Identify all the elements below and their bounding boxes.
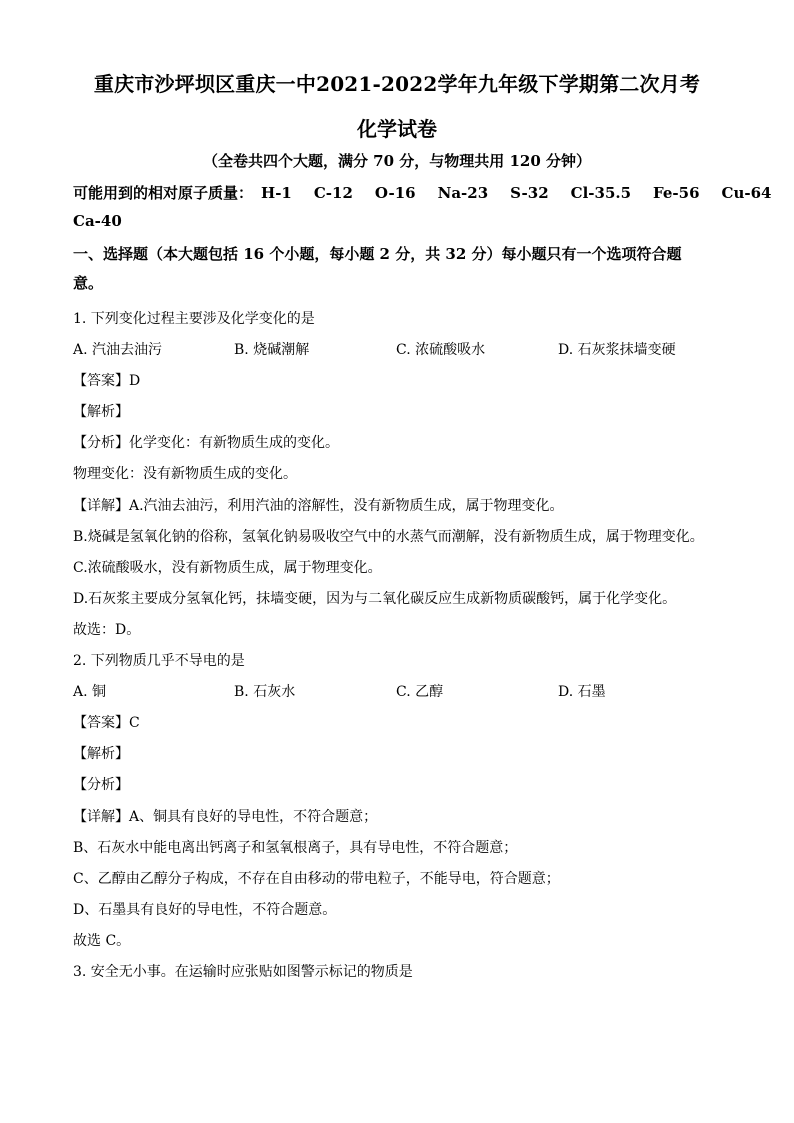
question-2-stem: 2. 下列物质几乎不导电的是 (73, 653, 245, 669)
q2-analysis-tag: 【解析】 (73, 746, 129, 762)
answer-tag: 【答案】 (73, 715, 129, 731)
section-heading-cont: 意。 (73, 274, 104, 292)
q2-answer-line (73, 712, 140, 732)
q2-detail-c: C、乙醇由乙醇分子构成，不存在自由移动的带电粒子，不能导电，符合题意； (73, 871, 560, 887)
atomic-mass-item: Ca-40 (73, 212, 122, 230)
q2-option-d: D. 石墨 (558, 684, 606, 700)
document-subtitle: 化学试卷 (357, 117, 437, 141)
q1-answer-line (73, 370, 140, 390)
q2-choose: 故选 C。 (73, 933, 131, 949)
q1-option-d: D. 石灰浆抹墙变硬 (558, 342, 676, 358)
q2-option-b: B. 石灰水 (234, 684, 296, 700)
q2-detail-b: B、石灰水中能电离出钙离子和氢氧根离子，具有导电性，不符合题意； (73, 840, 518, 856)
q1-option-c: C. 浓硫酸吸水 (396, 342, 486, 358)
q1-detail-a: A.汽油去油污，利用汽油的溶解性，没有新物质生成，属于物理变化。 (129, 498, 564, 514)
q1-detail-b: B.烧碱是氢氧化钠的俗称，氢氧化钠易吸收空气中的水蒸气而潮解，没有新物质生成，属于物理变化。 (73, 529, 704, 545)
section-heading: 一、选择题（本大题包括 16 个小题，每小题 2 分，共 32 分）每小题只有一个选项符合题 (73, 245, 682, 263)
q2-option-c: C. 乙醇 (396, 684, 444, 700)
atomic-mass-item: Fe-56 (653, 184, 700, 202)
atomic-mass-item: Na-23 (437, 184, 489, 202)
fenxi-tag: 【分析】 (73, 435, 129, 451)
q1-answer: D (129, 373, 141, 389)
answer-tag: 【答案】 (73, 373, 129, 389)
atomic-mass-list (73, 182, 793, 203)
atomic-mass-label: 可能用到的相对原子质量： (73, 184, 254, 202)
q1-fenxi-text: 化学变化：有新物质生成的变化。 (129, 435, 339, 451)
question-1-stem: 1. 下列变化过程主要涉及化学变化的是 (73, 311, 315, 327)
atomic-mass-item: S-32 (510, 184, 549, 202)
q2-answer: C (129, 715, 140, 731)
q2-detail-d: D、石墨具有良好的导电性，不符合题意。 (73, 902, 337, 918)
q1-analysis-tag: 【解析】 (73, 404, 129, 420)
atomic-mass-item: Cl-35.5 (570, 184, 632, 202)
q2-fenxi-tag: 【分析】 (73, 777, 129, 793)
atomic-mass-item: H-1 (261, 184, 292, 202)
q1-detail-d: D.石灰浆主要成分氢氧化钙，抹墙变硬，因为与二氧化碳反应生成新物质碳酸钙，属于化学变化。 (73, 591, 677, 607)
exam-note: （全卷共四个大题，满分 70 分，与物理共用 120 分钟） (202, 152, 592, 170)
q1-detail-c: C.浓硫酸吸水，没有新物质生成，属于物理变化。 (73, 560, 382, 576)
q2-option-a: A. 铜 (73, 684, 107, 700)
question-3-stem: 3. 安全无小事。在运输时应张贴如图警示标记的物质是 (73, 964, 413, 980)
q2-detail-a-line (73, 806, 377, 826)
q1-option-a: A. 汽油去油污 (73, 342, 163, 358)
q1-choose: 故选：D。 (73, 622, 141, 638)
q1-fenxi-line2: 物理变化：没有新物质生成的变化。 (73, 466, 297, 482)
q1-fenxi-line (73, 432, 339, 452)
document-title: 重庆市沙坪坝区重庆一中2021-2022学年九年级下学期第二次月考 (93, 72, 701, 96)
atomic-mass-item: O-16 (374, 184, 416, 202)
detail-tag: 【详解】 (73, 498, 129, 514)
detail-tag: 【详解】 (73, 809, 129, 825)
q2-detail-a: A、铜具有良好的导电性，不符合题意； (129, 809, 378, 825)
q1-option-b: B. 烧碱潮解 (234, 342, 310, 358)
atomic-mass-item: Cu-64 (721, 184, 772, 202)
q1-detail-a-line (73, 495, 564, 515)
atomic-mass-item: C-12 (313, 184, 353, 202)
